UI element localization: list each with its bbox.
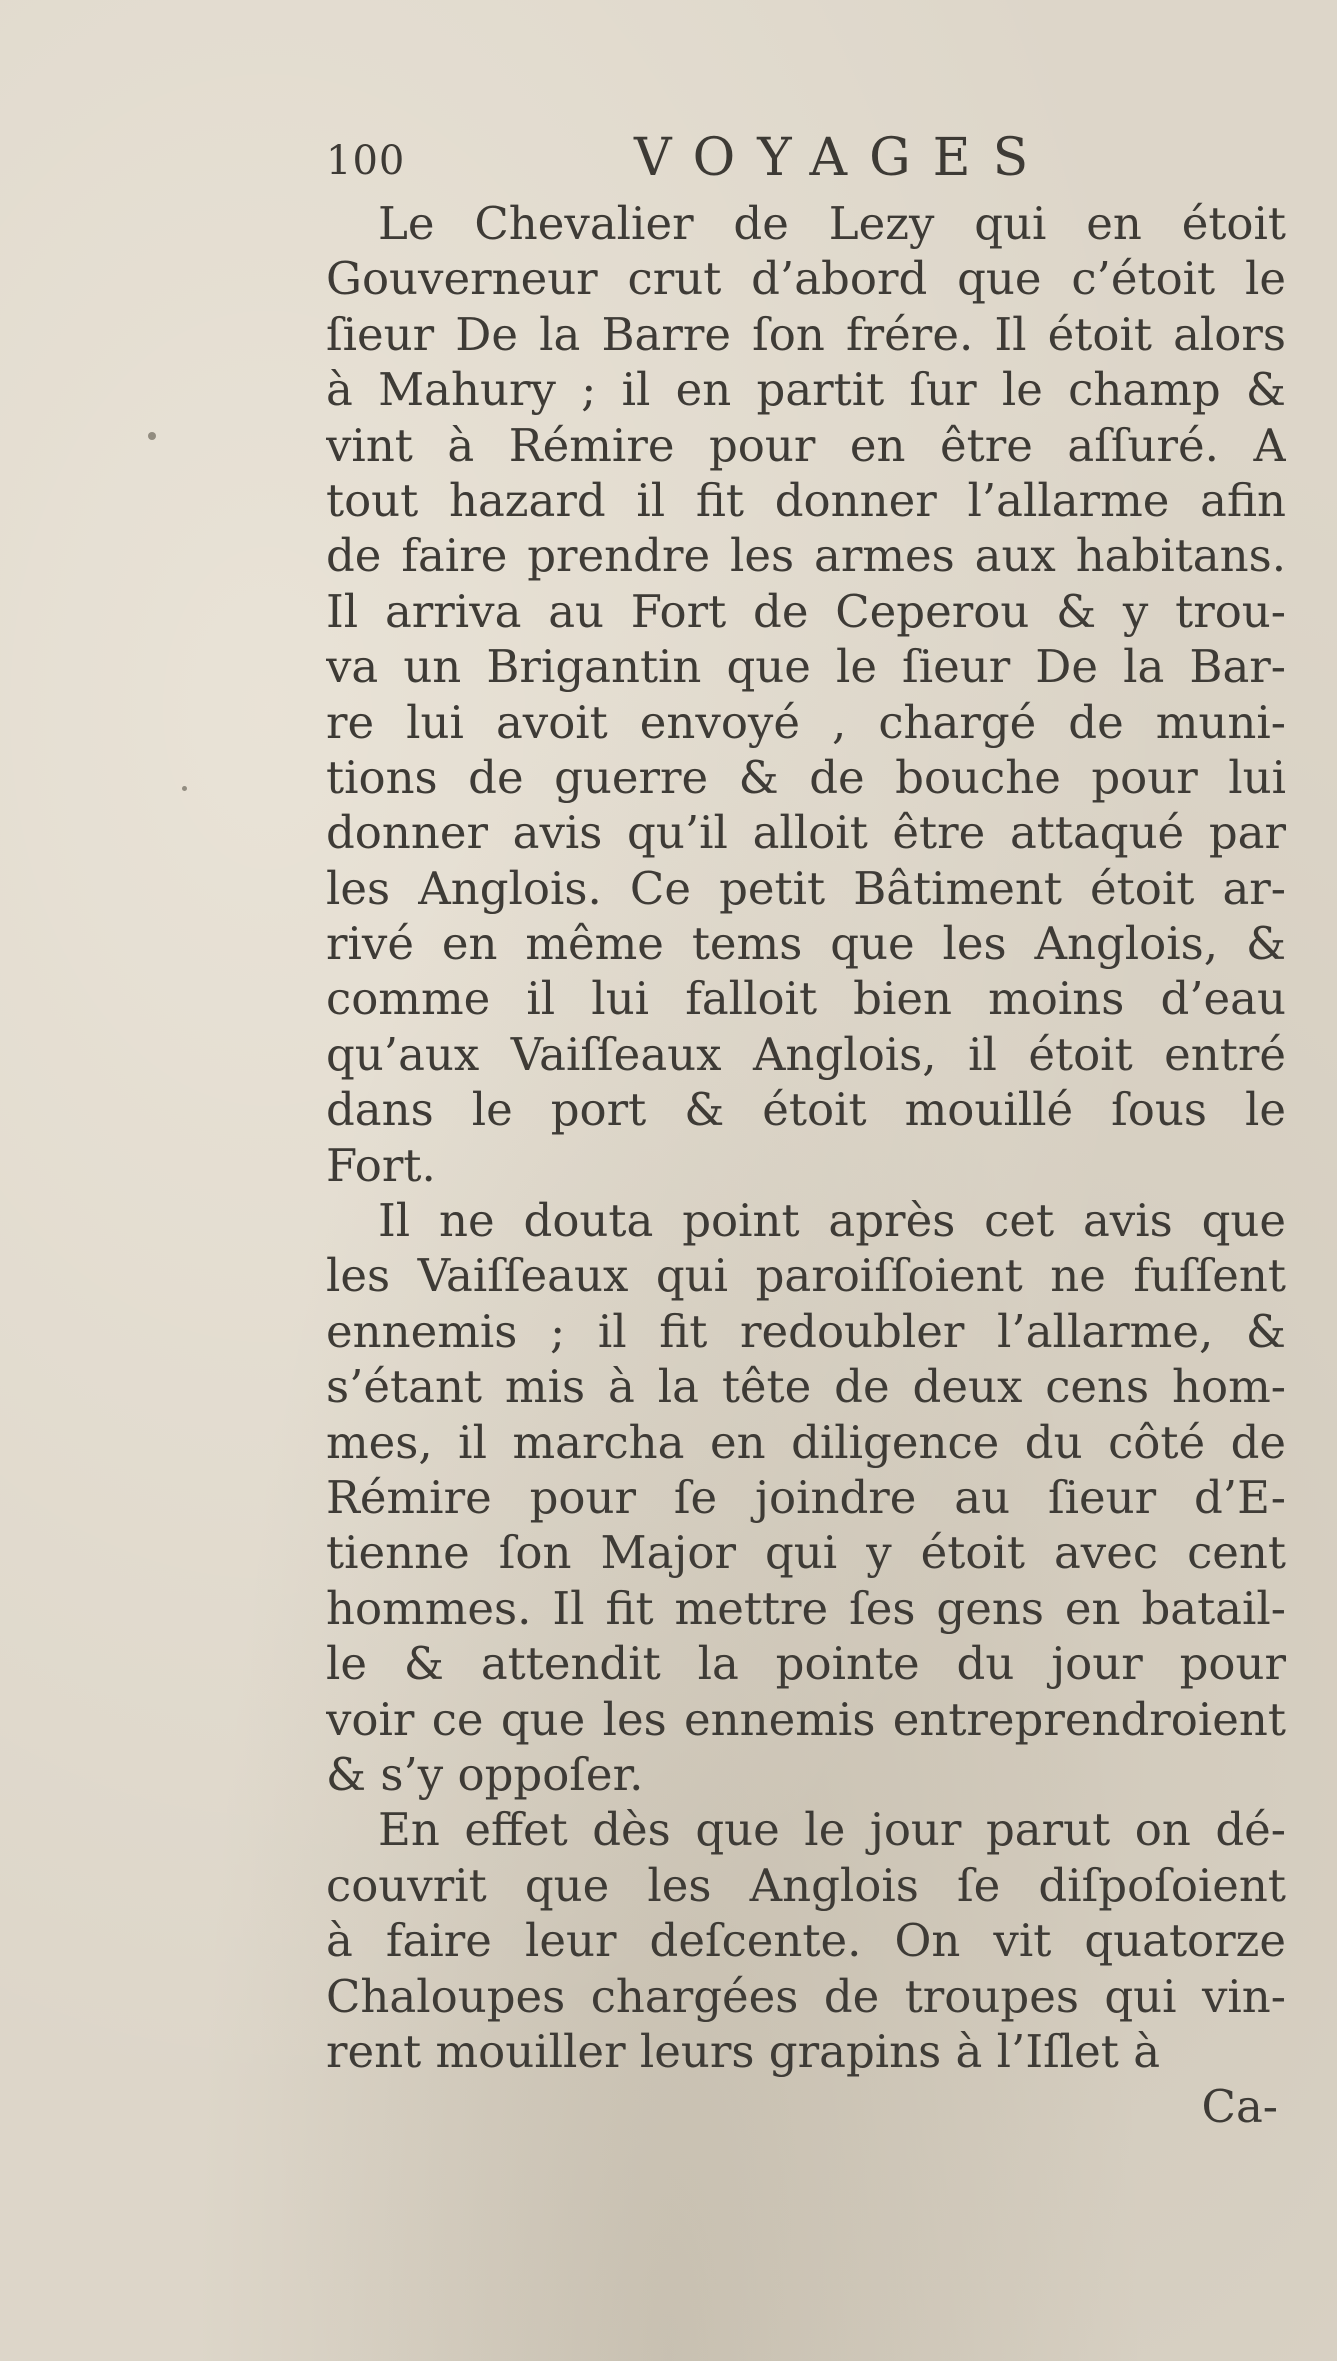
- text-line: ſieur De la Barre ſon frére. Il étoit alors: [326, 307, 1286, 361]
- text-line: & s’y oppoſer.: [326, 1747, 644, 1801]
- text-line: qu’aux Vaiſſeaux Anglois, il étoit entré: [326, 1027, 1286, 1081]
- paragraph: [326, 196, 1286, 1193]
- text-line: vint à Rémire pour en être aſſuré. A: [326, 418, 1286, 472]
- paragraph: [326, 1193, 1286, 1802]
- text-line: donner avis qu’il alloit être attaqué par: [326, 806, 1286, 860]
- text-line: tions de guerre & de bouche pour lui: [326, 750, 1286, 804]
- text-line: comme il lui falloit bien moins d’eau: [326, 972, 1286, 1026]
- text-line: Il arriva au Fort de Ceperou & y trou-: [326, 584, 1286, 638]
- paragraph-container: [326, 196, 1286, 2079]
- text-line: les Anglois. Ce petit Bâtiment étoit ar-: [326, 861, 1286, 915]
- text-line: Fort.: [326, 1138, 436, 1192]
- text-line: hommes. Il fit mettre ſes gens en batail-: [326, 1581, 1286, 1635]
- text-line: tienne ſon Major qui y étoit avec cent: [326, 1526, 1286, 1580]
- catchword: Ca-: [1201, 2080, 1278, 2134]
- text-line: Le Chevalier de Lezy qui en étoit: [378, 197, 1286, 250]
- text-line: de faire prendre les armes aux habitans.: [326, 529, 1286, 583]
- text-line: à Mahury ; il en partit ſur le champ &: [326, 363, 1286, 417]
- text-line: va un Brigantin que le ſieur De la Bar-: [326, 640, 1286, 694]
- text-line: Il ne douta point après cet avis que: [378, 1194, 1286, 1248]
- text-line: tout hazard il fit donner l’allarme afin: [326, 473, 1286, 527]
- text-line: Rémire pour ſe joindre au ſieur d’E-: [326, 1470, 1286, 1524]
- text-line: couvrit que les Anglois ſe diſpoſoient: [326, 1858, 1286, 1912]
- page-number: 100: [326, 138, 406, 184]
- text-line: ennemis ; il fit redoubler l’allarme, &: [326, 1304, 1286, 1358]
- text-line: re lui avoit envoyé , chargé de muni-: [326, 695, 1286, 749]
- ink-speck: [182, 786, 187, 791]
- text-line: rent mouiller leurs grapins à l’Iſlet à: [326, 2024, 1161, 2078]
- page-header: [326, 128, 1286, 188]
- text-line: En effet dès que le jour parut on dé-: [378, 1803, 1286, 1857]
- paragraph: [326, 1802, 1286, 2079]
- text-line: Gouverneur crut d’abord que c’étoit le: [326, 252, 1286, 306]
- text-line: le & attendit la pointe du jour pour: [326, 1637, 1286, 1691]
- text-line: voir ce que les ennemis entreprendroient: [326, 1692, 1286, 1746]
- text-line: s’étant mis à la tête de deux cens hom-: [326, 1360, 1286, 1414]
- text-line: Chaloupes chargées de troupes qui vin-: [326, 1969, 1286, 2023]
- ink-speck: [148, 432, 156, 440]
- running-title: VOYAGES: [634, 128, 1051, 188]
- text-line: dans le port & étoit mouillé ſous le: [326, 1083, 1286, 1137]
- body-text: [326, 196, 1286, 2135]
- text-line: mes, il marcha en diligence du côté de: [326, 1415, 1286, 1469]
- text-line: rivé en même tems que les Anglois, &: [326, 917, 1286, 971]
- text-line: les Vaiſſeaux qui paroiſſoient ne fuſſent: [326, 1249, 1286, 1303]
- text-line: à faire leur deſcente. On vit quatorze: [326, 1914, 1286, 1968]
